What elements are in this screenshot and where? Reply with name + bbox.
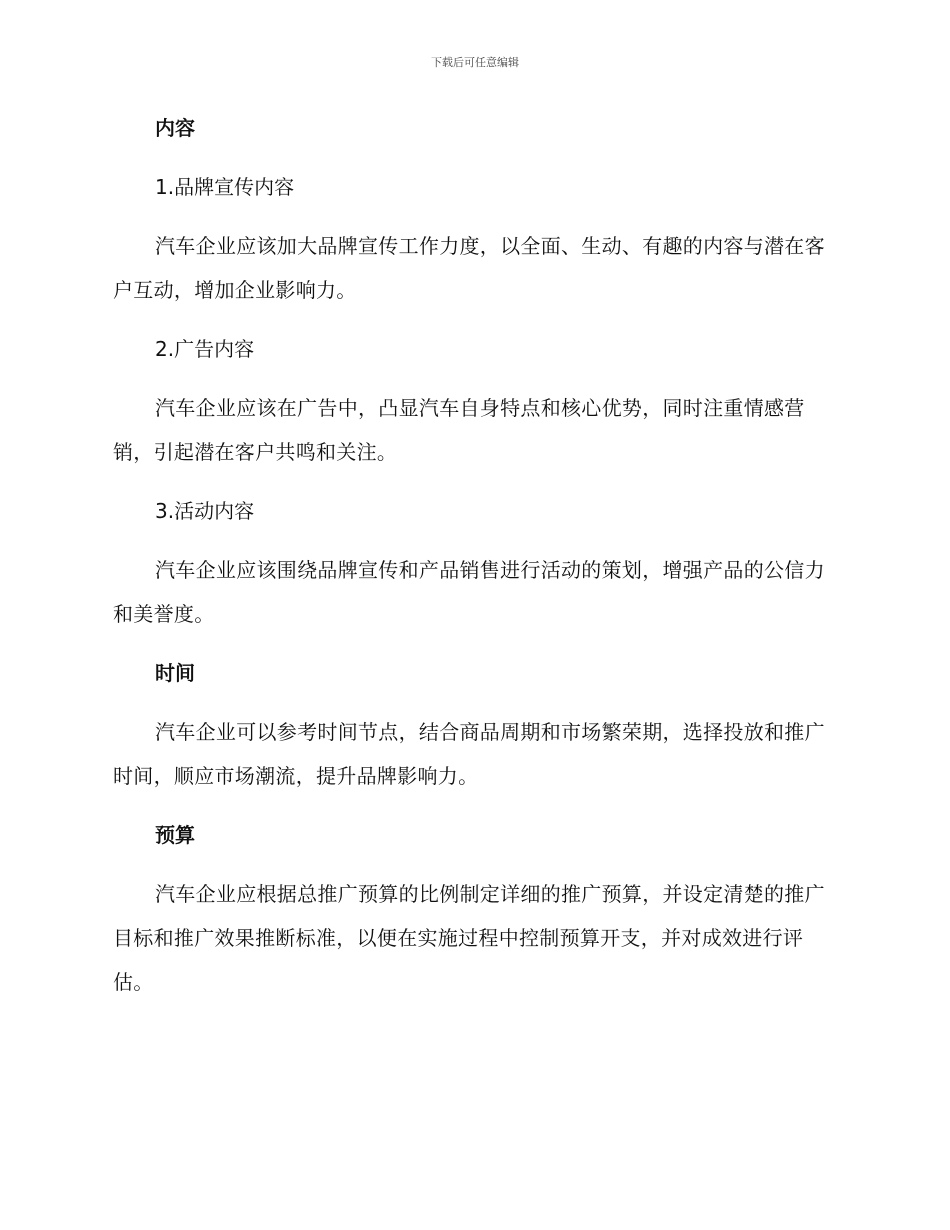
paragraph-budget: 汽车企业应根据总推广预算的比例制定详细的推广预算，并设定清楚的推广目标和推广效果推断标准，以便在实施过程中控制预算开支，并对成效进行评估。 [113, 882, 825, 994]
paragraph-ad-content: 汽车企业应该在广告中，凸显汽车自身特点和核心优势，同时注重情感营销，引起潜在客户共鸣和关注。 [113, 396, 805, 464]
subheading-activity-content: 3.活动内容 [155, 499, 255, 523]
section-heading-time: 时间 [155, 661, 195, 685]
paragraph-time: 汽车企业可以参考时间节点，结合商品周期和市场繁荣期，选择投放和推广时间，顺应市场潮流，提升品牌影响力。 [113, 720, 825, 788]
paragraph-activity-content: 汽车企业应该围绕品牌宣传和产品销售进行活动的策划，增强产品的公信力和美誉度。 [113, 558, 825, 626]
page-header-note: 下载后可任意编辑 [431, 56, 519, 69]
document-body [113, 106, 833, 1019]
section-heading-content: 内容 [155, 116, 195, 140]
subheading-ad-content: 2.广告内容 [155, 337, 255, 361]
subheading-brand-content: 1.品牌宣传内容 [155, 175, 295, 199]
paragraph-brand-content: 汽车企业应该加大品牌宣传工作力度，以全面、生动、有趣的内容与潜在客户互动，增加企业影响力。 [113, 234, 825, 302]
section-heading-budget: 预算 [155, 823, 195, 847]
